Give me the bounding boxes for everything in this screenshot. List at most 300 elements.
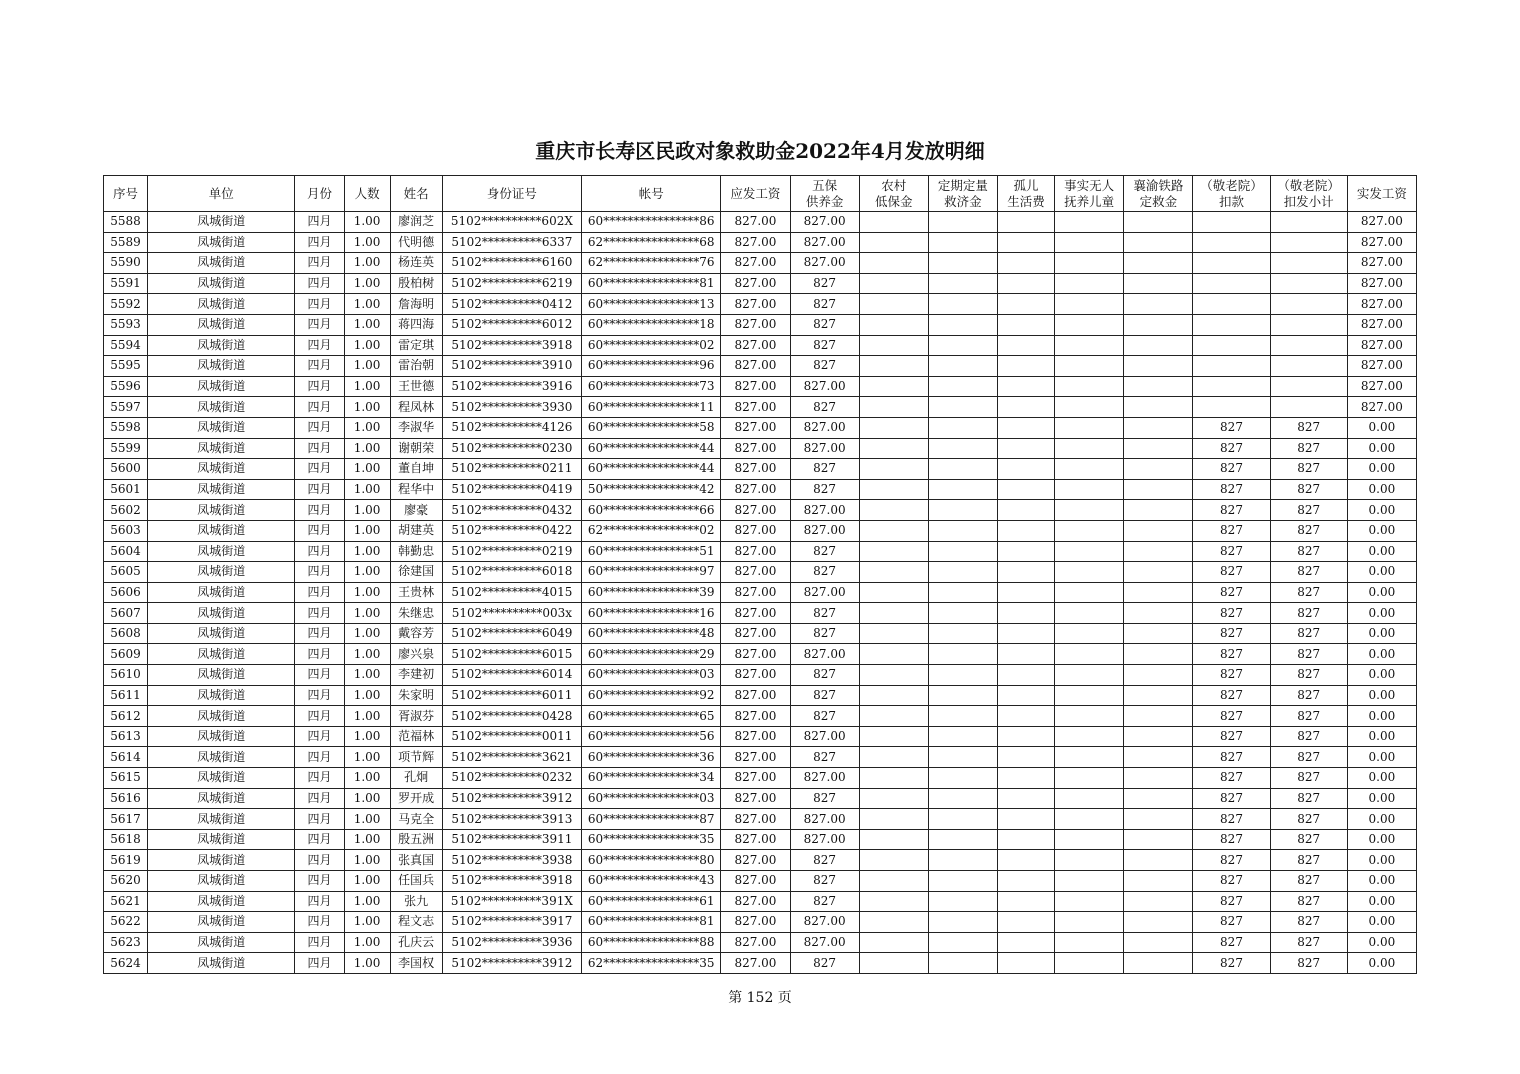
table-cell: 凤城街道 <box>148 912 295 933</box>
table-cell: 827.00 <box>721 809 790 830</box>
table-cell: 四月 <box>295 582 344 603</box>
table-cell: 60****************86 <box>582 212 721 233</box>
table-cell <box>859 768 928 789</box>
table-cell <box>859 665 928 686</box>
table-cell: 5624 <box>104 953 148 974</box>
table-cell: 胥淑芬 <box>390 706 442 727</box>
table-cell <box>928 397 997 418</box>
table-cell: 四月 <box>295 809 344 830</box>
table-cell: 1.00 <box>344 809 390 830</box>
table-cell: 四月 <box>295 232 344 253</box>
table-cell: 827 <box>1270 665 1347 686</box>
table-cell: 5601 <box>104 479 148 500</box>
table-cell: 四月 <box>295 479 344 500</box>
table-row <box>104 417 1417 438</box>
table-cell <box>1270 356 1347 377</box>
table-cell: 827 <box>1193 582 1270 603</box>
table-cell: 827.00 <box>721 788 790 809</box>
table-cell: 5102**********3912 <box>442 788 581 809</box>
table-cell: 1.00 <box>344 665 390 686</box>
table-cell <box>997 253 1054 274</box>
table-cell <box>1055 294 1124 315</box>
table-cell: 827 <box>1193 706 1270 727</box>
table-cell: 1.00 <box>344 500 390 521</box>
table-cell: 827 <box>1270 541 1347 562</box>
table-cell: 5591 <box>104 273 148 294</box>
table-cell: 827.00 <box>721 644 790 665</box>
table-cell: 四月 <box>295 932 344 953</box>
table-cell: 827.00 <box>721 562 790 583</box>
table-cell: 程华中 <box>390 479 442 500</box>
table-cell: 827 <box>790 850 859 871</box>
table-cell <box>928 665 997 686</box>
table-cell: 0.00 <box>1347 871 1416 892</box>
table-cell: 1.00 <box>344 212 390 233</box>
table-cell: 廖兴泉 <box>390 644 442 665</box>
table-cell: 827 <box>1193 953 1270 974</box>
table-cell <box>1270 294 1347 315</box>
table-cell <box>1055 500 1124 521</box>
table-row <box>104 871 1417 892</box>
table-cell: 827 <box>1193 541 1270 562</box>
table-cell: 四月 <box>295 850 344 871</box>
table-cell: 四月 <box>295 253 344 274</box>
table-cell: 827 <box>790 356 859 377</box>
table-row <box>104 438 1417 459</box>
table-cell: 827 <box>1270 582 1347 603</box>
table-cell: 四月 <box>295 829 344 850</box>
table-cell: 雷定琪 <box>390 335 442 356</box>
table-cell: 1.00 <box>344 438 390 459</box>
table-cell: 1.00 <box>344 376 390 397</box>
table-cell: 1.00 <box>344 706 390 727</box>
table-cell: 827 <box>1193 932 1270 953</box>
table-cell: 5102**********3917 <box>442 912 581 933</box>
table-cell: 827.00 <box>1347 356 1416 377</box>
table-cell <box>928 541 997 562</box>
table-cell: 0.00 <box>1347 706 1416 727</box>
table-cell <box>928 912 997 933</box>
table-cell: 殷柏树 <box>390 273 442 294</box>
table-cell: 827 <box>790 953 859 974</box>
table-cell: 827 <box>1193 850 1270 871</box>
table-cell: 827.00 <box>721 356 790 377</box>
table-cell: 凤城街道 <box>148 541 295 562</box>
table-cell <box>859 953 928 974</box>
column-header: 襄渝铁路 定救金 <box>1124 176 1193 212</box>
table-cell <box>1124 294 1193 315</box>
table-cell <box>928 623 997 644</box>
table-cell <box>859 891 928 912</box>
table-cell <box>1270 232 1347 253</box>
table-cell: 1.00 <box>344 726 390 747</box>
table-cell <box>1193 273 1270 294</box>
table-cell: 5102**********3936 <box>442 932 581 953</box>
table-cell <box>859 417 928 438</box>
table-cell <box>1055 479 1124 500</box>
table-cell: 5602 <box>104 500 148 521</box>
table-cell: 1.00 <box>344 788 390 809</box>
table-cell: 0.00 <box>1347 582 1416 603</box>
table-cell <box>1270 376 1347 397</box>
table-cell: 1.00 <box>344 747 390 768</box>
table-cell <box>859 459 928 480</box>
table-cell: 四月 <box>295 314 344 335</box>
table-cell: 5612 <box>104 706 148 727</box>
table-cell: 四月 <box>295 273 344 294</box>
table-cell: 827.00 <box>721 253 790 274</box>
table-cell: 827.00 <box>1347 376 1416 397</box>
table-cell: 827 <box>790 788 859 809</box>
table-cell: 5102**********602X <box>442 212 581 233</box>
table-cell: 凤城街道 <box>148 747 295 768</box>
table-cell: 827.00 <box>721 665 790 686</box>
table-cell: 827 <box>790 294 859 315</box>
column-header: 序号 <box>104 176 148 212</box>
table-cell: 60****************11 <box>582 397 721 418</box>
table-cell <box>997 871 1054 892</box>
table-cell: 827 <box>1270 685 1347 706</box>
table-cell: 827.00 <box>721 417 790 438</box>
table-cell: 827 <box>790 479 859 500</box>
table-cell: 827 <box>790 397 859 418</box>
table-cell: 827 <box>790 623 859 644</box>
table-row <box>104 459 1417 480</box>
table-cell: 凤城街道 <box>148 520 295 541</box>
table-cell: 0.00 <box>1347 562 1416 583</box>
table-cell: 0.00 <box>1347 520 1416 541</box>
table-cell <box>928 335 997 356</box>
table-cell <box>1055 603 1124 624</box>
table-cell: 5590 <box>104 253 148 274</box>
table-cell: 827 <box>790 314 859 335</box>
table-cell: 827 <box>1270 850 1347 871</box>
table-cell <box>997 912 1054 933</box>
table-cell: 0.00 <box>1347 747 1416 768</box>
table-cell <box>928 768 997 789</box>
table-cell: 827.00 <box>790 232 859 253</box>
table-cell: 827 <box>1270 768 1347 789</box>
table-cell <box>1055 253 1124 274</box>
table-cell <box>1055 788 1124 809</box>
table-cell <box>859 912 928 933</box>
table-cell: 0.00 <box>1347 500 1416 521</box>
table-cell: 827.00 <box>721 829 790 850</box>
table-cell: 四月 <box>295 706 344 727</box>
table-cell: 0.00 <box>1347 438 1416 459</box>
table-cell <box>928 685 997 706</box>
table-cell: 827 <box>1193 520 1270 541</box>
table-cell: 5600 <box>104 459 148 480</box>
table-cell: 827.00 <box>790 726 859 747</box>
table-cell: 827 <box>790 273 859 294</box>
table-cell: 雷治朝 <box>390 356 442 377</box>
table-cell <box>997 500 1054 521</box>
table-cell: 827 <box>1270 706 1347 727</box>
table-cell: 827 <box>1270 871 1347 892</box>
table-cell: 1.00 <box>344 623 390 644</box>
column-header: 事实无人 抚养儿童 <box>1055 176 1124 212</box>
table-cell: 827.00 <box>1347 212 1416 233</box>
table-cell <box>1055 541 1124 562</box>
table-cell <box>928 850 997 871</box>
table-cell: 凤城街道 <box>148 871 295 892</box>
table-cell: 5617 <box>104 809 148 830</box>
table-cell <box>928 562 997 583</box>
table-cell <box>997 582 1054 603</box>
table-row <box>104 623 1417 644</box>
table-cell: 0.00 <box>1347 665 1416 686</box>
table-cell: 827 <box>1270 788 1347 809</box>
table-cell: 62****************68 <box>582 232 721 253</box>
table-cell: 1.00 <box>344 603 390 624</box>
table-cell <box>1055 768 1124 789</box>
table-cell: 凤城街道 <box>148 417 295 438</box>
column-header: 农村 低保金 <box>859 176 928 212</box>
table-cell: 827 <box>1270 932 1347 953</box>
table-cell: 827.00 <box>721 212 790 233</box>
table-row <box>104 314 1417 335</box>
table-cell: 1.00 <box>344 829 390 850</box>
table-cell <box>928 376 997 397</box>
table-cell: 凤城街道 <box>148 850 295 871</box>
table-cell: 827 <box>1270 479 1347 500</box>
table-cell: 1.00 <box>344 582 390 603</box>
table-cell: 827 <box>790 335 859 356</box>
table-cell: 60****************44 <box>582 459 721 480</box>
table-cell: 5619 <box>104 850 148 871</box>
table-cell: 5102**********3912 <box>442 953 581 974</box>
table-cell: 代明德 <box>390 232 442 253</box>
table-cell: 827 <box>1270 603 1347 624</box>
table-cell <box>859 376 928 397</box>
table-cell: 827.00 <box>721 706 790 727</box>
table-cell: 詹海明 <box>390 294 442 315</box>
column-header: 帐号 <box>582 176 721 212</box>
table-cell: 827 <box>1270 623 1347 644</box>
table-cell: 827 <box>1193 871 1270 892</box>
table-cell: 60****************34 <box>582 768 721 789</box>
table-cell: 四月 <box>295 376 344 397</box>
table-cell <box>859 562 928 583</box>
table-cell <box>859 747 928 768</box>
table-cell <box>859 603 928 624</box>
table-cell: 827.00 <box>721 747 790 768</box>
table-cell <box>859 294 928 315</box>
table-cell: 5102**********4015 <box>442 582 581 603</box>
table-cell: 60****************02 <box>582 335 721 356</box>
table-cell: 韩勤忠 <box>390 541 442 562</box>
table-cell: 60****************03 <box>582 665 721 686</box>
table-row <box>104 376 1417 397</box>
table-cell: 60****************88 <box>582 932 721 953</box>
table-cell: 朱家明 <box>390 685 442 706</box>
table-cell: 5102**********003x <box>442 603 581 624</box>
table-cell: 827 <box>1270 644 1347 665</box>
table-cell: 凤城街道 <box>148 706 295 727</box>
table-cell <box>859 706 928 727</box>
table-cell <box>928 726 997 747</box>
table-cell: 827.00 <box>1347 335 1416 356</box>
table-cell: 1.00 <box>344 335 390 356</box>
table-cell <box>1055 397 1124 418</box>
table-cell: 5102**********3911 <box>442 829 581 850</box>
table-row <box>104 850 1417 871</box>
table-cell: 827 <box>1193 438 1270 459</box>
table-cell: 凤城街道 <box>148 212 295 233</box>
table-cell <box>1124 314 1193 335</box>
table-cell <box>1055 706 1124 727</box>
table-cell <box>1055 809 1124 830</box>
table-cell: 60****************81 <box>582 912 721 933</box>
table-cell <box>997 212 1054 233</box>
table-cell: 827.00 <box>790 500 859 521</box>
table-cell <box>859 623 928 644</box>
table-cell <box>928 314 997 335</box>
table-cell: 5596 <box>104 376 148 397</box>
table-cell: 827 <box>1193 829 1270 850</box>
table-cell: 5102**********6219 <box>442 273 581 294</box>
table-cell: 5102**********0011 <box>442 726 581 747</box>
table-cell <box>997 356 1054 377</box>
table-cell: 孔庆云 <box>390 932 442 953</box>
table-cell: 凤城街道 <box>148 788 295 809</box>
table-cell: 827.00 <box>721 541 790 562</box>
table-cell: 四月 <box>295 459 344 480</box>
column-header: （敬老院） 扣款 <box>1193 176 1270 212</box>
table-cell: 5102**********391X <box>442 891 581 912</box>
table-cell: 四月 <box>295 623 344 644</box>
table-cell: 50****************42 <box>582 479 721 500</box>
table-cell <box>859 232 928 253</box>
table-cell: 凤城街道 <box>148 294 295 315</box>
table-cell: 0.00 <box>1347 459 1416 480</box>
table-cell: 60****************29 <box>582 644 721 665</box>
table-cell: 1.00 <box>344 314 390 335</box>
table-cell: 0.00 <box>1347 953 1416 974</box>
table-cell <box>1124 829 1193 850</box>
table-cell: 5598 <box>104 417 148 438</box>
table-row <box>104 788 1417 809</box>
table-cell: 5102**********0232 <box>442 768 581 789</box>
table-cell: 62****************35 <box>582 953 721 974</box>
table-cell: 蒋四海 <box>390 314 442 335</box>
table-cell: 827 <box>1193 809 1270 830</box>
table-cell <box>997 417 1054 438</box>
table-cell <box>859 356 928 377</box>
table-cell: 827 <box>790 685 859 706</box>
table-cell: 凤城街道 <box>148 500 295 521</box>
table-cell <box>859 829 928 850</box>
table-cell: 5608 <box>104 623 148 644</box>
table-cell: 四月 <box>295 417 344 438</box>
table-cell: 杨连英 <box>390 253 442 274</box>
table-cell <box>1124 232 1193 253</box>
table-cell: 5102**********3910 <box>442 356 581 377</box>
table-cell: 凤城街道 <box>148 809 295 830</box>
table-cell: 5616 <box>104 788 148 809</box>
table-cell: 5102**********6014 <box>442 665 581 686</box>
table-cell: 827 <box>1193 500 1270 521</box>
table-cell: 5102**********0432 <box>442 500 581 521</box>
table-cell: 827.00 <box>790 376 859 397</box>
table-cell: 5609 <box>104 644 148 665</box>
table-cell <box>928 212 997 233</box>
table-cell: 5102**********6160 <box>442 253 581 274</box>
table-cell: 827.00 <box>721 850 790 871</box>
table-cell: 四月 <box>295 747 344 768</box>
table-cell <box>859 685 928 706</box>
table-cell: 1.00 <box>344 294 390 315</box>
table-cell <box>1055 912 1124 933</box>
table-cell <box>859 871 928 892</box>
table-cell <box>928 356 997 377</box>
table-cell: 王贵林 <box>390 582 442 603</box>
table-cell: 戴容芳 <box>390 623 442 644</box>
table-cell <box>928 417 997 438</box>
table-cell: 凤城街道 <box>148 665 295 686</box>
table-cell: 马克全 <box>390 809 442 830</box>
table-cell: 827.00 <box>790 912 859 933</box>
table-cell: 0.00 <box>1347 479 1416 500</box>
table-cell: 60****************48 <box>582 623 721 644</box>
table-cell <box>1124 706 1193 727</box>
table-cell <box>859 212 928 233</box>
table-cell <box>1055 232 1124 253</box>
table-cell <box>859 397 928 418</box>
table-cell: 5593 <box>104 314 148 335</box>
table-cell: 827.00 <box>1347 232 1416 253</box>
table-cell <box>859 644 928 665</box>
table-cell: 罗开成 <box>390 788 442 809</box>
table-cell <box>1124 520 1193 541</box>
table-cell: 827 <box>1193 747 1270 768</box>
table-cell <box>1270 397 1347 418</box>
table-row <box>104 665 1417 686</box>
table-cell: 四月 <box>295 541 344 562</box>
table-cell: 四月 <box>295 356 344 377</box>
table-cell: 60****************43 <box>582 871 721 892</box>
table-cell <box>1055 562 1124 583</box>
table-cell <box>997 809 1054 830</box>
table-cell: 0.00 <box>1347 623 1416 644</box>
table-cell: 1.00 <box>344 932 390 953</box>
table-cell: 827.00 <box>790 253 859 274</box>
table-cell: 0.00 <box>1347 809 1416 830</box>
table-cell <box>997 459 1054 480</box>
table-row <box>104 582 1417 603</box>
table-cell <box>997 932 1054 953</box>
table-cell: 60****************92 <box>582 685 721 706</box>
table-cell <box>1055 438 1124 459</box>
column-header: 月份 <box>295 176 344 212</box>
table-cell: 60****************66 <box>582 500 721 521</box>
table-cell: 5102**********6337 <box>442 232 581 253</box>
table-cell <box>928 603 997 624</box>
table-cell: 1.00 <box>344 273 390 294</box>
table-row <box>104 479 1417 500</box>
table-cell: 1.00 <box>344 644 390 665</box>
table-cell <box>997 644 1054 665</box>
table-cell: 5623 <box>104 932 148 953</box>
table-cell: 0.00 <box>1347 932 1416 953</box>
table-cell <box>1055 850 1124 871</box>
table-cell <box>1055 376 1124 397</box>
table-cell: 凤城街道 <box>148 562 295 583</box>
table-cell: 凤城街道 <box>148 459 295 480</box>
table-cell <box>859 520 928 541</box>
table-cell: 5621 <box>104 891 148 912</box>
